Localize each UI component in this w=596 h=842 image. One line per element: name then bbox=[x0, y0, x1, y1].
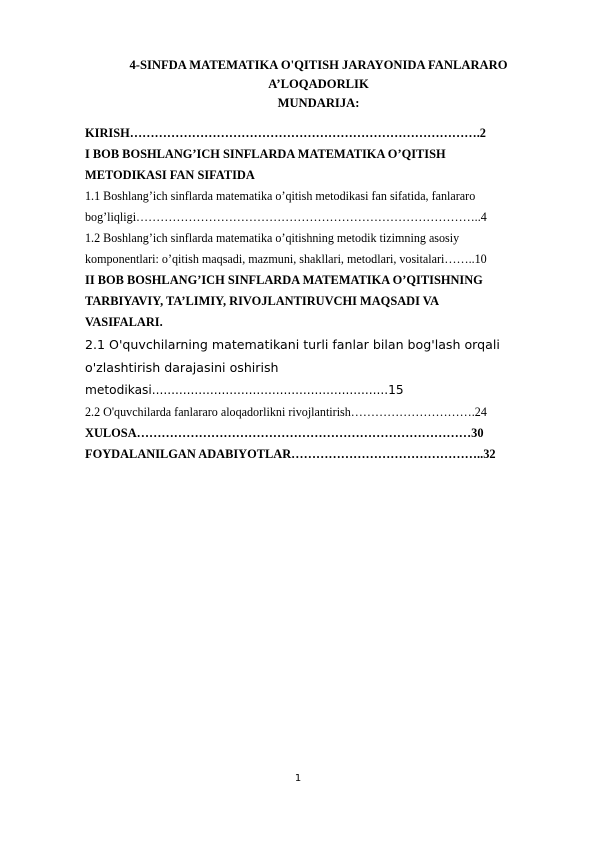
title-line-1: 4-SINFDA MATEMATIKA O'QITISH JARAYONIDA FANLARARO bbox=[129, 58, 508, 72]
toc-entry-1-1[interactable]: 1.1 Boshlang’ich sinflarda matematika o’qitish metodikasi fan sifatida, fanlararo bbox=[85, 189, 476, 203]
toc-entry-chapter2-cont-2[interactable]: VASIFALARI. bbox=[85, 315, 163, 329]
toc-entry-2-1[interactable]: 2.1 O'quvchilarning matematikani turli fanlar bilan bog'lash orqali bbox=[85, 337, 500, 352]
toc-entry-1-2[interactable]: 1.2 Boshlang’ich sinflarda matematika o’qitishning metodik tizimning asosiy bbox=[85, 231, 460, 245]
table-of-contents bbox=[85, 123, 552, 465]
title-line-2: A’LOQADORLIK bbox=[268, 77, 369, 91]
page-number: 1 bbox=[294, 773, 302, 784]
toc-entry-chapter2[interactable]: II BOB BOSHLANG’ICH SINFLARDA MATEMATIKA O’QITISHNING bbox=[85, 273, 483, 287]
toc-entry-2-2[interactable]: 2.2 O'quvchilarda fanlararo aloqadorlikni rivojlantirish………………………….24 bbox=[85, 405, 487, 419]
contents-heading: MUNDARIJA: bbox=[277, 96, 360, 110]
toc-entry-1-2-cont[interactable]: komponentlari: o’qitish maqsadi, mazmuni, shakllari, metodlari, vositalari……..10 bbox=[85, 252, 487, 266]
toc-entry-2-1-cont[interactable]: o'zlashtirish darajasini oshirish bbox=[85, 360, 279, 375]
toc-entry-2-1-cont-2[interactable]: metodikasi.............................................................15 bbox=[85, 383, 404, 397]
toc-entry-chapter2-cont[interactable]: TARBIYAVIY, TA’LIMIY, RIVOJLANTIRUVCHI MAQSADI VA bbox=[85, 294, 440, 308]
document-title bbox=[85, 56, 552, 113]
toc-entry-kirish[interactable]: KIRISH………………………………………………………………………….2 bbox=[85, 126, 486, 140]
toc-entry-chapter1[interactable]: I BOB BOSHLANG’ICH SINFLARDA MATEMATIKA O’QITISH bbox=[85, 147, 446, 161]
toc-entry-xulosa[interactable]: XULOSA………………………………………………………………………30 bbox=[85, 426, 484, 440]
toc-entry-adabiyotlar[interactable]: FOYDALANILGAN ADABIYOTLAR………………………………………..32 bbox=[85, 447, 496, 461]
toc-entry-1-1-cont[interactable]: bog’liqligi…………………………………………………………………………..4 bbox=[85, 210, 487, 224]
toc-entry-chapter1-cont[interactable]: METODIKASI FAN SIFATIDA bbox=[85, 168, 255, 182]
